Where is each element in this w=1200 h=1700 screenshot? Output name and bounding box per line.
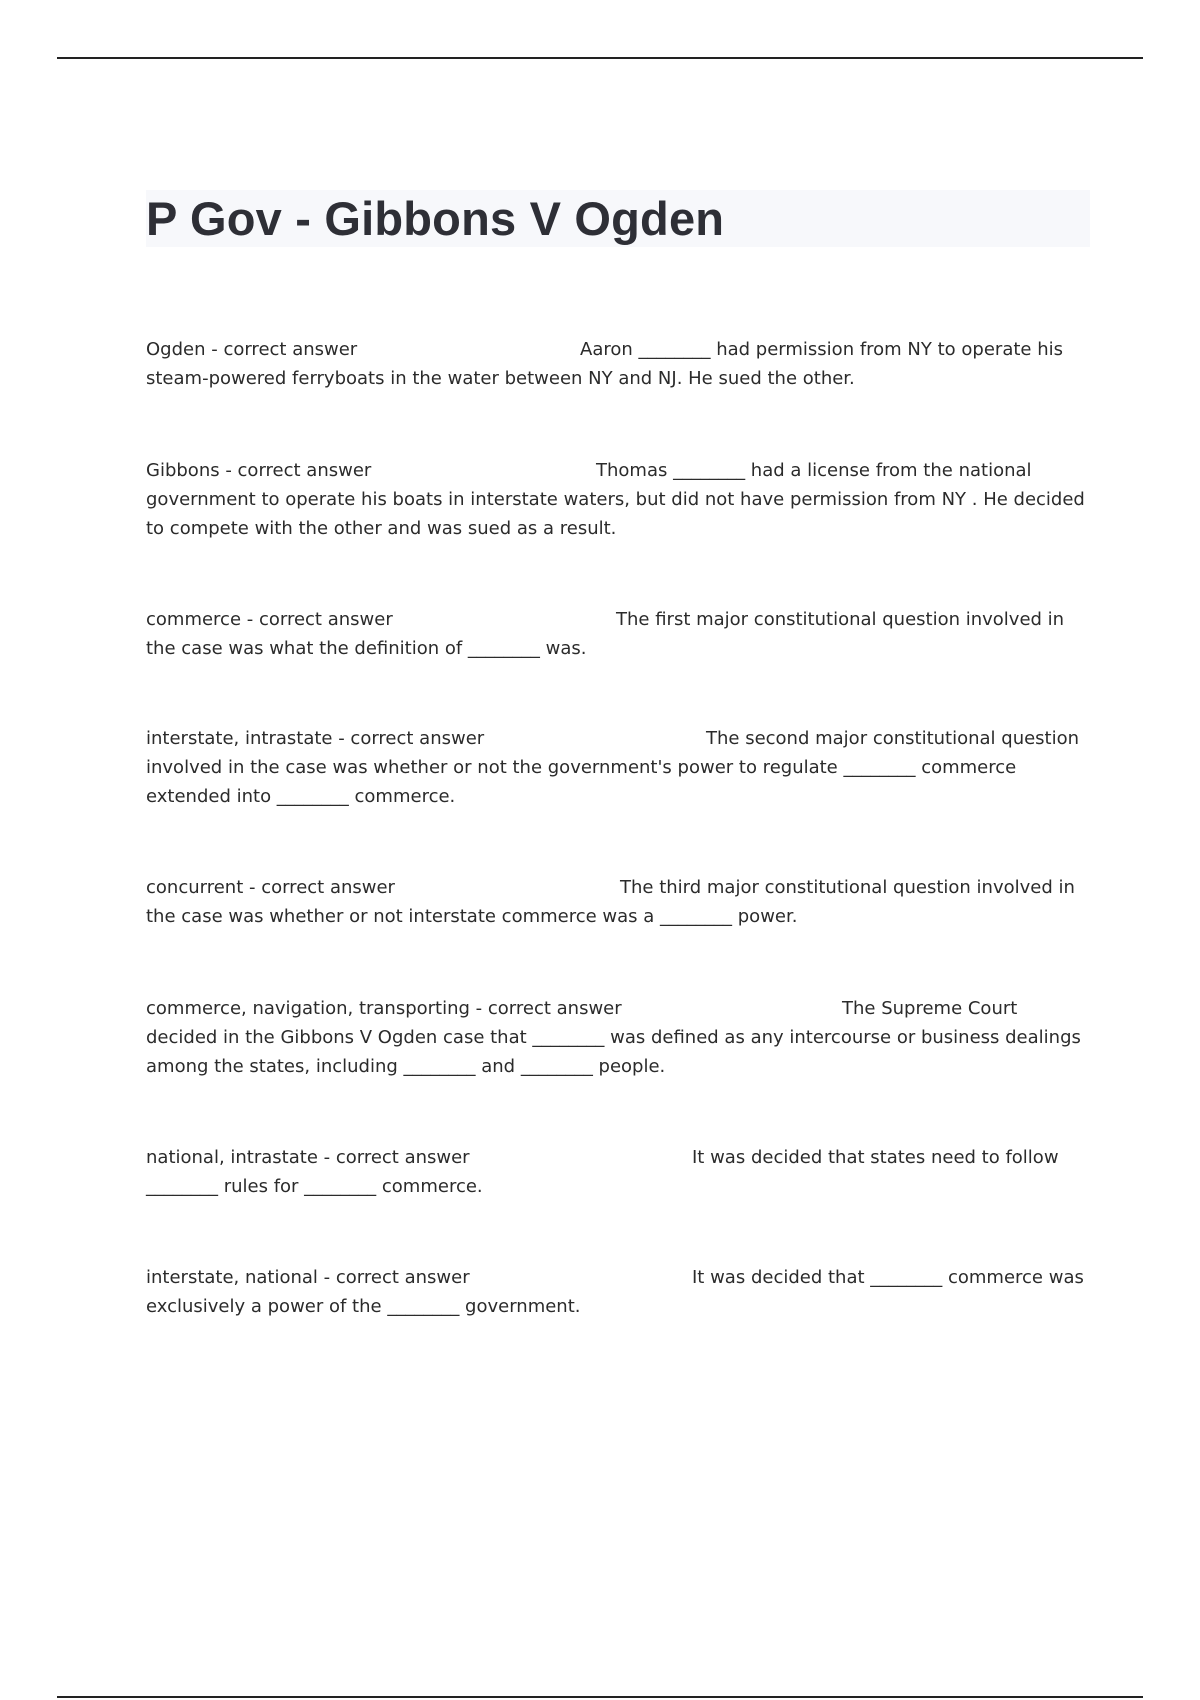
flashcard bbox=[146, 724, 1086, 811]
flashcard bbox=[146, 994, 1086, 1081]
card-term: commerce - correct answer bbox=[146, 609, 393, 630]
card-definition: The Supreme Court decided in the Gibbons V Ogden case that ________ was defined as any intercourse or business dealings among the states, including ________ and ________ people. bbox=[146, 998, 1081, 1077]
flashcard bbox=[146, 605, 1086, 663]
flashcard bbox=[146, 1263, 1086, 1321]
card-definition: Thomas ________ had a license from the national government to operate his boats in interstate waters, but did not have permission from NY . He decided to compete with the other and was sued as a result. bbox=[146, 460, 1085, 539]
card-term: Ogden - correct answer bbox=[146, 339, 358, 360]
card-term: Gibbons - correct answer bbox=[146, 460, 372, 481]
page-title: P Gov - Gibbons V Ogden bbox=[146, 192, 725, 245]
card-definition: Aaron ________ had permission from NY to operate his steam-powered ferryboats in the water between NY and NJ. He sued the other. bbox=[146, 339, 1063, 389]
card-definition: The third major constitutional question involved in the case was whether or not interstate commerce was a ________ power. bbox=[146, 877, 1075, 927]
card-term: national, intrastate - correct answer bbox=[146, 1147, 470, 1168]
card-term: interstate, intrastate - correct answer bbox=[146, 728, 485, 749]
card-term: commerce, navigation, transporting - correct answer bbox=[146, 998, 622, 1019]
card-definition: It was decided that ________ commerce was exclusively a power of the ________ government. bbox=[146, 1267, 1084, 1317]
flashcard bbox=[146, 456, 1086, 543]
card-definition: It was decided that states need to follow ________ rules for ________ commerce. bbox=[146, 1147, 1059, 1197]
top-rule bbox=[57, 57, 1143, 59]
flashcard bbox=[146, 335, 1086, 393]
card-definition: The first major constitutional question involved in the case was what the definition of ________ was. bbox=[146, 609, 1065, 659]
card-definition: The second major constitutional question involved in the case was whether or not the government's power to regulate ________ commerce extended into ________ commerce. bbox=[146, 728, 1080, 807]
flashcard bbox=[146, 1143, 1086, 1201]
card-term: concurrent - correct answer bbox=[146, 877, 395, 898]
bottom-rule bbox=[57, 1696, 1143, 1698]
card-term: interstate, national - correct answer bbox=[146, 1267, 470, 1288]
flashcard bbox=[146, 873, 1086, 931]
